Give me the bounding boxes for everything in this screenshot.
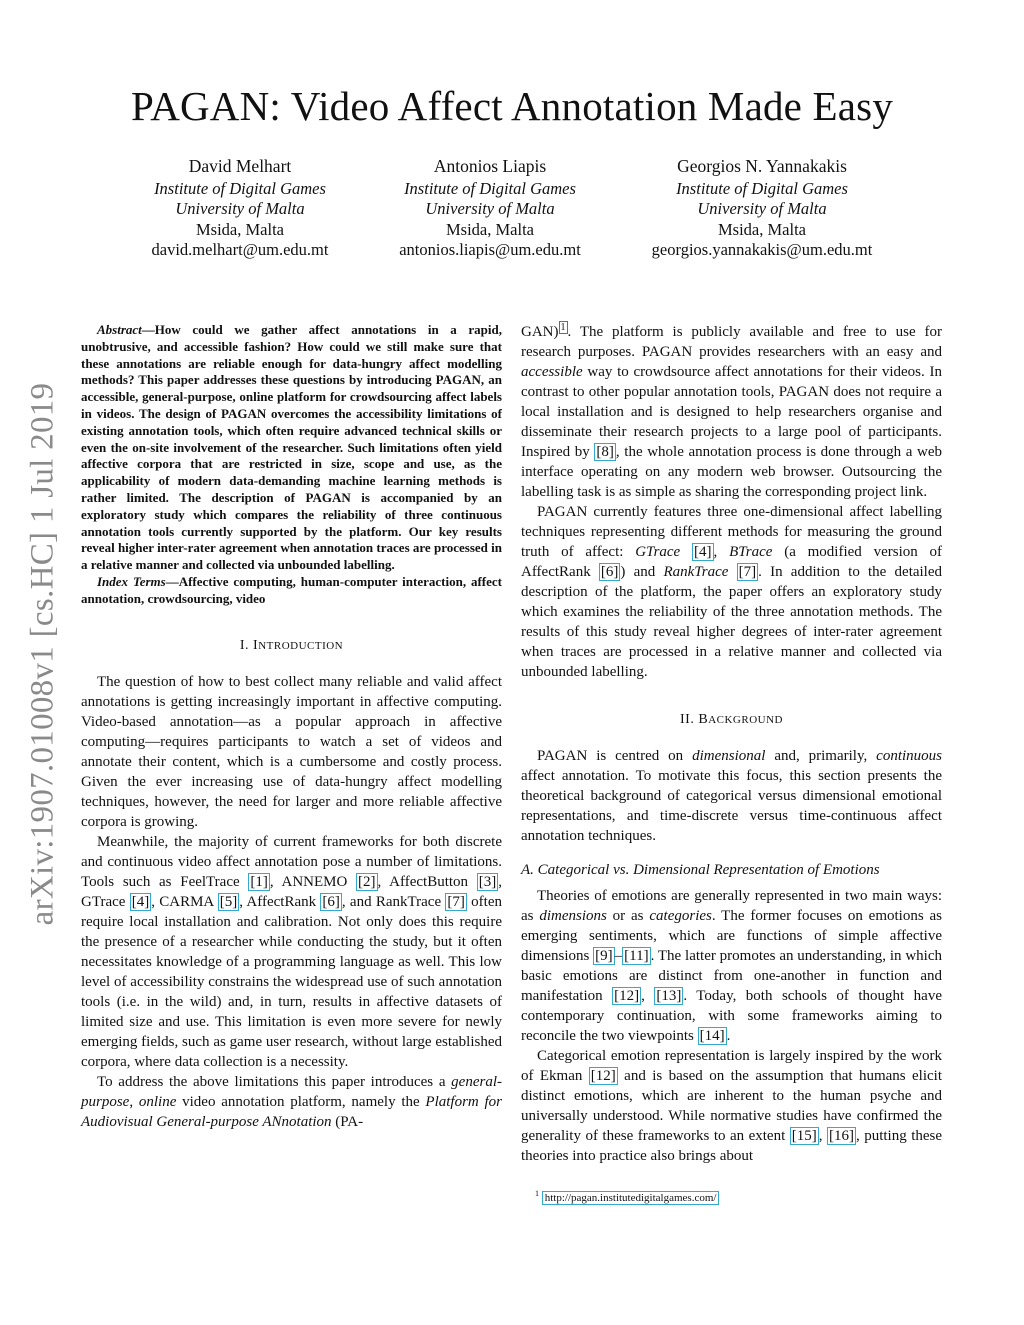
citation-link[interactable]: [1] xyxy=(250,873,268,890)
emphasis: GTrace xyxy=(635,544,681,560)
emphasis: BTrace xyxy=(729,544,773,560)
author-name: Georgios N. Yannakakis xyxy=(677,156,847,176)
citation-link[interactable]: [7] xyxy=(738,564,757,580)
text-run: GAN) xyxy=(521,324,559,340)
citation-link[interactable]: [11] xyxy=(624,948,649,964)
text-run: , AffectButton xyxy=(377,873,477,890)
text-run: , xyxy=(818,1128,827,1144)
author-univ: University of Malta xyxy=(425,199,555,218)
paragraph xyxy=(521,886,942,1046)
section-title: ACKGROUND xyxy=(708,714,783,726)
citation-link[interactable]: [12] xyxy=(590,1068,616,1084)
author-block xyxy=(110,156,370,261)
text-run: , CARMA xyxy=(151,893,218,910)
right-column xyxy=(521,322,942,1166)
citation-link[interactable]: [6] xyxy=(600,564,619,580)
paragraph xyxy=(521,746,942,846)
author-name: Antonios Liapis xyxy=(433,156,547,176)
author-dept: Institute of Digital Games xyxy=(676,178,848,198)
abstract-label: Abstract xyxy=(97,322,142,337)
author-location: Msida, Malta xyxy=(446,219,534,239)
paragraph xyxy=(81,1072,502,1132)
text-run: , putting these theories into practice also brings about xyxy=(521,1128,943,1164)
text-run: or as xyxy=(606,908,650,924)
text-run: , xyxy=(129,1093,139,1110)
section-number: I. I xyxy=(239,637,259,653)
emphasis: Platform for Audiovisual General-purpose ANnotation xyxy=(81,1093,502,1130)
text-run: . The latter promotes an understanding, in which basic emotions are distinct from one-another in function and manifestation xyxy=(521,948,942,1004)
index-terms-text: —Affective computing, human-computer interaction, affect annotation, crowdsourcing, video xyxy=(81,573,503,606)
text-run: ) and xyxy=(620,564,664,580)
text-run: , AffectRank xyxy=(239,893,321,910)
emphasis: online xyxy=(138,1093,177,1110)
citation-link[interactable]: [6] xyxy=(322,893,340,910)
section-heading-background xyxy=(521,710,942,730)
text-run: Categorical emotion representation is largely inspired by the work of Ekman xyxy=(521,1048,942,1084)
text-run: , xyxy=(713,544,730,560)
text-run: video annotation platform, namely the xyxy=(176,1093,426,1110)
footnote-url-link[interactable]: http://pagan.institutedigitalgames.com/ xyxy=(542,1191,720,1205)
paragraph xyxy=(521,502,942,682)
arxiv-stamp: arXiv:1907.01008v1 [cs.HC] 1 Jul 2019 xyxy=(24,382,61,926)
author-location: Msida, Malta xyxy=(196,219,284,239)
text-run: , GTrace xyxy=(81,873,502,910)
footnote-mark: 1 xyxy=(535,1189,539,1198)
text-run: – xyxy=(614,948,623,964)
paragraph xyxy=(521,322,942,502)
citation-link[interactable]: [12] xyxy=(614,988,640,1004)
text-run: often require local installation and calibration. Not only does this require the presence of a researcher while conducting the study, but it often necessitates knowledge of a programming language as well. This low level of accessibility constrains the widespread use of such annotation tools (i.e. in the wild) and, in turn, results in affective datasets of limited size and use. This limitation is even more severe for newly emerging fields, such as game user research, without large established corpora, where data collection is a necessity. xyxy=(81,893,503,1070)
footnote-link[interactable]: 1 xyxy=(560,322,566,333)
citation-link[interactable]: [14] xyxy=(699,1028,725,1044)
citation-link[interactable]: [3] xyxy=(478,873,497,890)
citation-link[interactable]: [7] xyxy=(447,893,465,910)
section-title: NTRODUCTION xyxy=(258,639,344,652)
abstract-text: —How could we gather affect annotations in a rapid, unobtrusive, and accessible fashion? How could we still make sure that these annotations are reliable enough for data-hungry affect modelling methods? This paper addresses these questions by introducing PAGAN, an accessible, general-purpose, online platform for crowdsourcing affect labels in videos. The design of PAGAN overcomes the accessibility limitations of existing annotation tools, which often require advanced technical skills or even the on-site involvement of the researcher. Such limitations often yield affective corpora that are restricted in size, scope and use, as the applicability of modern data-demanding machine learning methods is rather limited. The description of PAGAN is accompanied by an exploratory study which compares the reliability of three continuous annotation tools currently supported by the platform. Our key results reveal higher inter-rater agreement when annotation traces are processed in a relative manner and collected via unbounded labelling. xyxy=(81,322,502,573)
author-univ: University of Malta xyxy=(175,199,305,218)
arxiv-sidebar xyxy=(18,374,68,934)
author-univ: University of Malta xyxy=(697,199,827,218)
author-dept: Institute of Digital Games xyxy=(404,178,576,198)
text-run: . The platform is publicly available and free to use for research purposes. PAGAN provides researchers with an easy and xyxy=(521,324,942,360)
text-run: To address the above limitations this paper introduces a xyxy=(97,1073,452,1090)
subsection-heading: A. Categorical vs. Dimensional Representation of Emotions xyxy=(521,862,880,878)
text-run: , the whole annotation process is done through a web interface operating on any modern web browser. Outsourcing the labelling task is as simple as sharing the corresponding project link. xyxy=(521,444,943,500)
author-block xyxy=(632,156,892,261)
left-column xyxy=(81,322,502,1132)
text-run: . The former focuses on emotions as emerging sentiments, which are functions of simple affective dimensions xyxy=(521,908,943,964)
text-run: Theories of emotions are generally represented in two main ways: as xyxy=(521,888,942,924)
citation-link[interactable]: [13] xyxy=(656,988,682,1004)
text-run: , xyxy=(641,988,655,1004)
section-heading-introduction xyxy=(81,636,502,656)
text-run: affect annotation. To motivate this focus, this section presents the theoretical background of categorical versus dimensional emotional representations, and time-discrete versus time-continuous affect annotation techniques. xyxy=(521,768,942,844)
emphasis: dimensions xyxy=(539,908,607,924)
citation-link[interactable]: [2] xyxy=(358,873,376,890)
author-block xyxy=(360,156,620,261)
section-number: II. B xyxy=(680,712,709,727)
abstract xyxy=(81,322,502,608)
paragraph xyxy=(81,832,502,1072)
emphasis: RankTrace xyxy=(663,564,729,580)
citation-link[interactable]: [15] xyxy=(791,1128,817,1144)
author-email[interactable]: georgios.yannakakis@um.edu.mt xyxy=(651,240,873,259)
emphasis: accessible xyxy=(521,364,583,380)
paragraph xyxy=(521,1046,942,1166)
author-email[interactable]: david.melhart@um.edu.mt xyxy=(151,240,329,259)
text-run: . xyxy=(726,1028,731,1044)
citation-link[interactable]: [4] xyxy=(694,544,712,560)
text-run: and is based on the assumption that humans elicit distinct emotions, which are inherent to the human psyche and universally understood. While normative studies have confirmed the generality of these frameworks to an extent xyxy=(521,1068,942,1144)
emphasis: general-purpose xyxy=(81,1073,502,1110)
text-run: PAGAN currently features three one-dimensional affect labelling techniques representing different methods for measuring the ground truth of affect: xyxy=(521,504,942,560)
citation-link[interactable]: [8] xyxy=(596,444,614,460)
citation-link[interactable]: [5] xyxy=(219,893,238,910)
emphasis: dimensional xyxy=(692,748,766,764)
text-run: Meanwhile, the majority of current frameworks for both discrete and continuous video affect annotation pose a number of limitations. Tools such as FeelTrace xyxy=(81,833,502,890)
text-run: PAGAN is centred on xyxy=(537,748,693,764)
paragraph: The question of how to best collect many reliable and valid affect annotations is getting increasingly important in affective computing. Video-based annotation—as a popular approach in affective computing—requires participants to watch a set of videos and annotate their content, which is a cumbersome and costly process. Given the ever increasing use of data-hungry affect modelling techniques, however, the need for larger and more reliable affective corpora is growing. xyxy=(81,673,502,830)
citation-link[interactable]: [9] xyxy=(595,948,613,964)
author-email[interactable]: antonios.liapis@um.edu.mt xyxy=(399,240,581,259)
emphasis: categories xyxy=(649,908,712,924)
citation-link[interactable]: [4] xyxy=(131,893,150,910)
text-run: (PA- xyxy=(331,1113,364,1130)
text-run: . Today, both schools of thought have contemporary continuation, with some frameworks aiming to reconcile the two viewpoints xyxy=(521,988,942,1044)
author-location: Msida, Malta xyxy=(718,219,806,239)
text-run: , ANNEMO xyxy=(269,873,357,890)
text-run: way to crowdsource affect annotations for their videos. In contrast to other popular annotation tools, PAGAN does not require a local installation and is designed to help researchers organise and disseminate their research projects to a large pool of participants. Inspired by xyxy=(521,364,942,460)
text-run: and, primarily, xyxy=(765,748,877,764)
index-terms-label: Index Terms xyxy=(97,573,166,589)
footnote xyxy=(535,1187,719,1205)
text-run: , and RankTrace xyxy=(341,893,446,910)
text-run: (a modified version of AffectRank xyxy=(521,544,943,580)
paper-title: PAGAN: Video Affect Annotation Made Easy xyxy=(130,83,894,129)
author-name: David Melhart xyxy=(188,156,292,176)
emphasis: continuous xyxy=(876,748,942,764)
citation-link[interactable]: [16] xyxy=(828,1128,854,1144)
author-dept: Institute of Digital Games xyxy=(154,178,326,198)
text-run: . In addition to the detailed description of the platform, the paper offers an exploratory study which examines the reliability of the three annotation methods. The results of this study reveal higher degrees of inter-rater agreement when traces are processed in a relative manner and collected via unbounded labelling. xyxy=(521,564,943,680)
